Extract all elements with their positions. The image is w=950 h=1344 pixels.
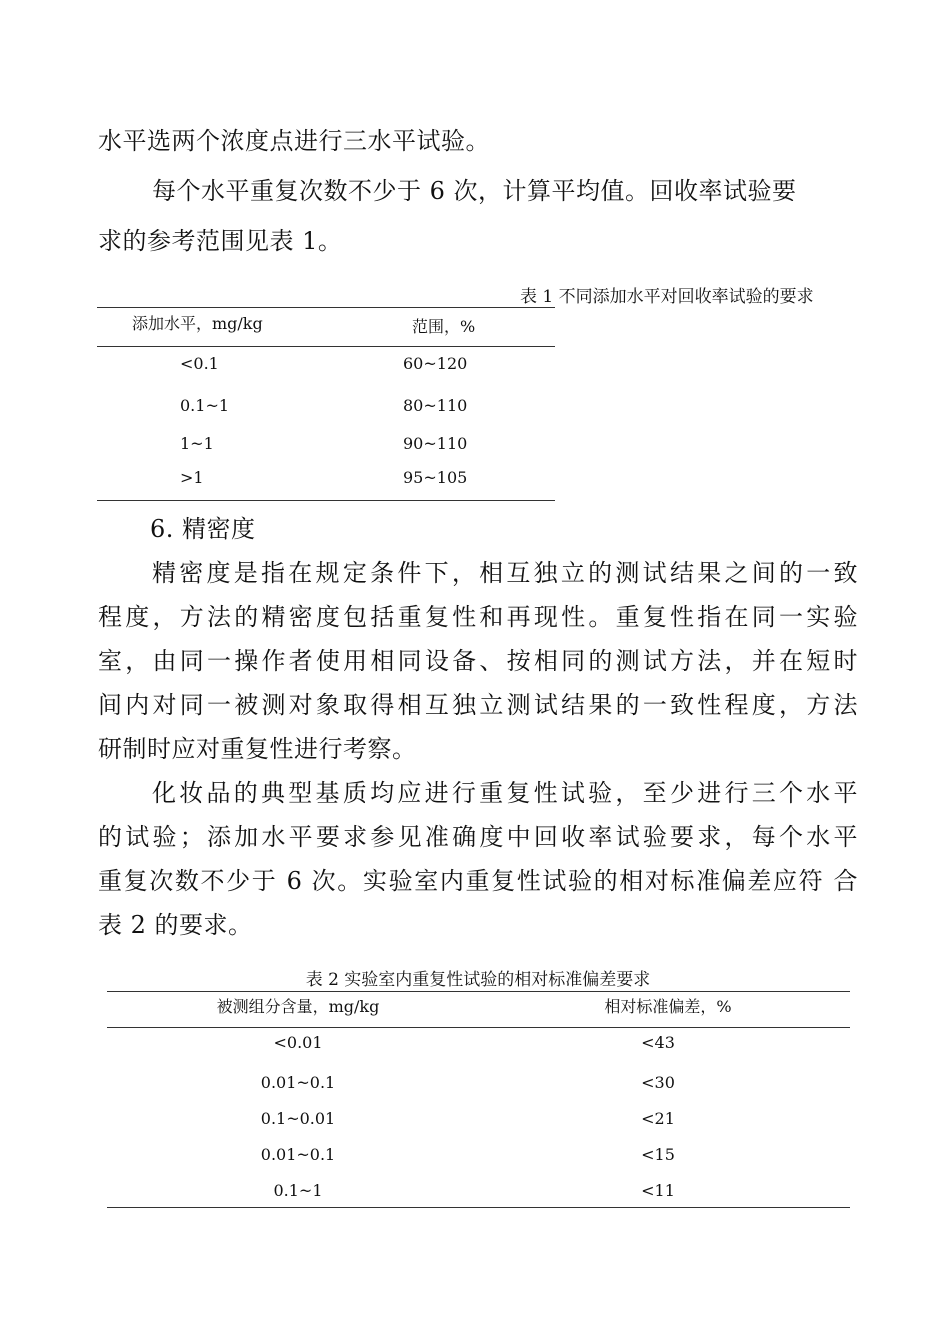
table-2-cell: <11: [641, 1181, 675, 1200]
table-2-cell: <21: [641, 1109, 675, 1128]
table-1-header-range: 范围，%: [412, 317, 476, 336]
table-1-bottom-rule: [97, 500, 555, 501]
table-1-cell: 90~110: [403, 434, 468, 453]
section-heading: 6. 精密度: [150, 515, 256, 543]
table-2-cell: 0.1~0.01: [260, 1109, 336, 1128]
paragraph-line: 精密度是指在规定条件下，相互独立的测试结果之间的一致: [152, 559, 858, 587]
table-2-bottom-rule: [107, 1207, 850, 1208]
table-2-cell: <30: [641, 1073, 675, 1092]
table-1-cell: <0.1: [180, 354, 219, 373]
paragraph-line: 表 2 的要求。: [98, 911, 253, 939]
paragraph-line: 重复次数不少于 6 次。实验室内重复性试验的相对标准偏差应符 合: [98, 867, 858, 895]
paragraph-line: 的试验；添加水平要求参见准确度中回收率试验要求，每个水平: [98, 823, 858, 851]
paragraph-line: 每个水平重复次数不少于 6 次，计算平均值。回收率试验要: [152, 177, 797, 205]
table-1-cell: 0.1~1: [180, 396, 230, 415]
paragraph-line: 水平选两个浓度点进行三水平试验。: [98, 127, 490, 155]
table-1-caption: 表 1 不同添加水平对回收率试验的要求: [520, 287, 814, 307]
paragraph-line: 化妆品的典型基质均应进行重复性试验，至少进行三个水平: [152, 779, 858, 807]
paragraph-line: 求的参考范围见表 1。: [98, 227, 343, 255]
table-2-top-rule: [107, 991, 850, 992]
table-2-cell: <0.01: [273, 1033, 323, 1052]
table-2-header-rule: [107, 1027, 850, 1028]
table-2-cell: <15: [641, 1145, 675, 1164]
table-1-cell: 60~120: [403, 354, 468, 373]
table-2-cell: 0.01~0.1: [260, 1073, 336, 1092]
table-1-cell: 80~110: [403, 396, 468, 415]
table-2-caption: 表 2 实验室内重复性试验的相对标准偏差要求: [305, 970, 651, 990]
paragraph-line: 程度，方法的精密度包括重复性和再现性。重复性指在同一实验: [98, 603, 858, 631]
table-1-cell: >1: [180, 468, 204, 487]
table-2-header-content: 被测组分含量，mg/kg: [216, 997, 380, 1016]
table-1-top-rule: [97, 307, 555, 308]
table-1-cell: 1~1: [180, 434, 214, 453]
paragraph-line: 室，由同一操作者使用相同设备、按相同的测试方法，并在短时: [98, 647, 858, 675]
table-2-cell: 0.01~0.1: [260, 1145, 336, 1164]
table-2-header-rsd: 相对标准偏差，%: [604, 997, 732, 1016]
table-1-header-level: 添加水平，mg/kg: [132, 314, 263, 333]
table-2-cell: <43: [641, 1033, 675, 1052]
table-2-cell: 0.1~1: [273, 1181, 323, 1200]
paragraph-line: 间内对同一被测对象取得相互独立测试结果的一致性程度，方法: [98, 691, 858, 719]
paragraph-line: 研制时应对重复性进行考察。: [98, 735, 417, 763]
table-1-header-rule: [97, 346, 555, 347]
table-1-cell: 95~105: [403, 468, 468, 487]
